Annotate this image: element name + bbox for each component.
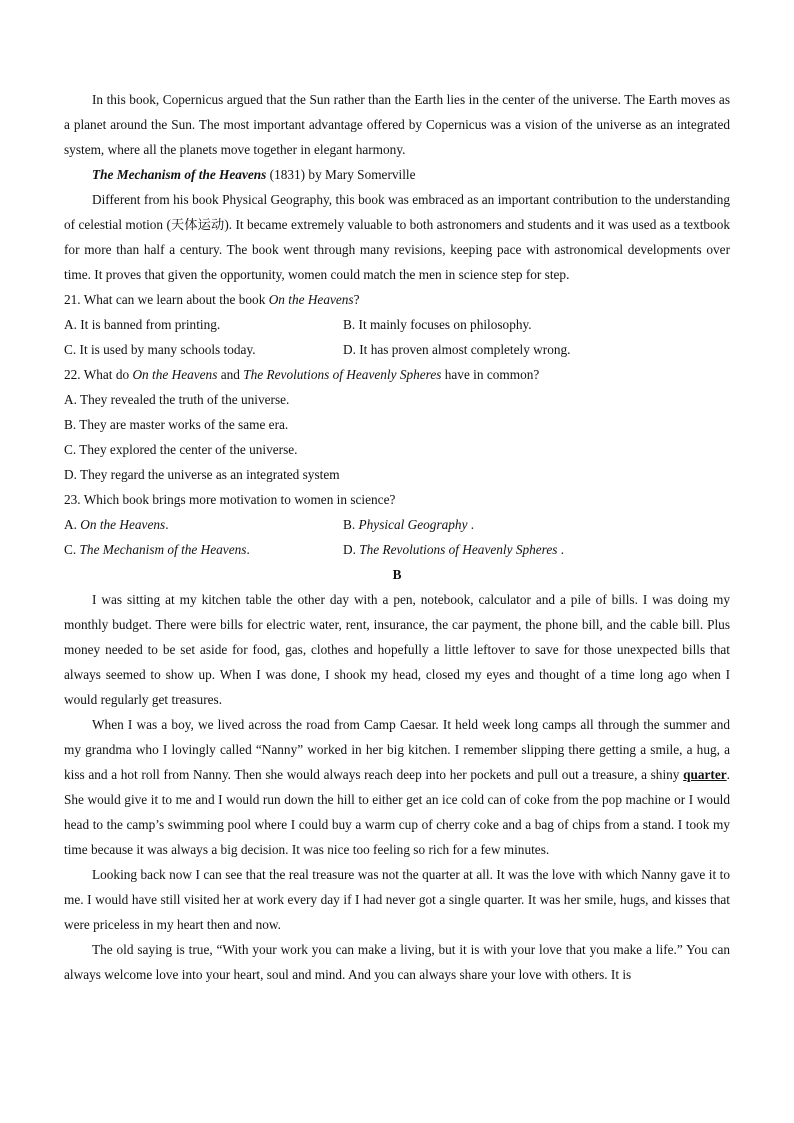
question-23: 23. Which book brings more motivation to women in science? bbox=[64, 492, 396, 507]
option-d[interactable]: D. They regard the universe as an integrated system bbox=[64, 467, 340, 482]
option-label: A. bbox=[64, 517, 81, 532]
passage-paragraph: Looking back now I can see that the real treasure was not the quarter at all. It was the love with which Nanny gave it to me. I would have still visited her at work every day if I had never got a single quarter. It was her smile, hugs, and kisses that were priceless in my heart then and now. bbox=[64, 867, 730, 932]
option-label: B. bbox=[343, 517, 359, 532]
question-22 bbox=[64, 362, 730, 387]
option-a[interactable]: A. It is banned from printing. bbox=[64, 317, 221, 332]
option-label: C. bbox=[64, 542, 80, 557]
book-name: On the Heavens bbox=[132, 367, 218, 382]
option-a[interactable] bbox=[64, 512, 343, 537]
question-stem: 21. What can we learn about the book bbox=[64, 292, 269, 307]
option-end: . bbox=[467, 517, 475, 532]
document-content bbox=[64, 87, 730, 987]
option-c[interactable] bbox=[64, 537, 343, 562]
option-b[interactable]: B. They are master works of the same era. bbox=[64, 417, 289, 432]
option-d[interactable]: D. It has proven almost completely wrong. bbox=[343, 342, 571, 357]
option-b[interactable]: B. It mainly focuses on philosophy. bbox=[343, 317, 532, 332]
option-c[interactable]: C. They explored the center of the universe. bbox=[64, 442, 298, 457]
book-title-line bbox=[64, 162, 730, 187]
option-c[interactable]: C. It is used by many schools today. bbox=[64, 342, 256, 357]
question-stem-end: have in common? bbox=[441, 367, 540, 382]
section-heading: B bbox=[392, 567, 402, 582]
option-d[interactable] bbox=[343, 537, 730, 562]
underlined-word: quarter bbox=[683, 767, 727, 782]
option-end: . bbox=[246, 542, 250, 557]
question-stem: 22. What do bbox=[64, 367, 133, 382]
options-row bbox=[64, 537, 730, 562]
passage-paragraph: Different from his book Physical Geography, this book was embraced as an important contribution to the understanding of celestial motion (天体运动). It became extremely valuable to both astronomers and students and it was used as a textbook for more than half a century. The book went through many revisions, keeping pace with astronomical developments over time. It proves that given the opportunity, women could match the men in science step for step. bbox=[64, 192, 730, 282]
question-21 bbox=[64, 287, 730, 312]
book-name: The Mechanism of the Heavens bbox=[79, 542, 247, 557]
passage-paragraph bbox=[64, 712, 730, 862]
book-meta: (1831) by Mary Somerville bbox=[266, 167, 416, 182]
paragraph-text: . She would give it to me and I would run down the hill to either get an ice cold can of coke from the pop machine or I would head to the camp’s swimming pool where I could buy a warm cup of cherry coke and a bag of chips from a stand. I took my time because it was always a big decision. It was nice too feeling so rich for a few minutes. bbox=[64, 767, 730, 857]
book-name: On the Heavens bbox=[268, 292, 354, 307]
book-name: On the Heavens bbox=[80, 517, 166, 532]
question-stem-end: ? bbox=[353, 292, 360, 307]
options-row bbox=[64, 312, 730, 337]
options-row bbox=[64, 337, 730, 362]
question-stem-mid: and bbox=[217, 367, 244, 382]
option-b[interactable] bbox=[343, 512, 730, 537]
book-title: The Mechanism of the Heavens bbox=[92, 167, 267, 182]
passage-paragraph: The old saying is true, “With your work you can make a living, but it is with your love that you make a life.” You can always welcome love into your heart, soul and mind. And you can always share your love with others. It is bbox=[64, 942, 730, 982]
book-name: The Revolutions of Heavenly Spheres bbox=[243, 367, 442, 382]
option-end: . bbox=[557, 542, 565, 557]
option-a[interactable]: A. They revealed the truth of the universe. bbox=[64, 392, 290, 407]
passage-paragraph: I was sitting at my kitchen table the other day with a pen, notebook, calculator and a pile of bills. I was doing my monthly budget. There were bills for electric water, rent, insurance, the car payment, the phone bill, and the cable bill. Plus money needed to be set aside for food, gas, clothes and hopefully a little leftover to save for those unexpected bills that always seemed to show up. When I was done, I shook my head, closed my eyes and thought of a time long ago when I would regularly get treasures. bbox=[64, 592, 730, 707]
book-name: Physical Geography bbox=[358, 517, 468, 532]
option-label: D. bbox=[343, 542, 360, 557]
passage-paragraph: In this book, Copernicus argued that the Sun rather than the Earth lies in the center of the universe. The Earth moves as a planet around the Sun. The most important advantage offered by Copernicus was a vision of the universe as an integrated system, where all the planets move together in elegant harmony. bbox=[64, 92, 730, 157]
options-row bbox=[64, 512, 730, 537]
option-end: . bbox=[165, 517, 169, 532]
paragraph-text: When I was a boy, we lived across the road from Camp Caesar. It held week long camps all through the summer and my grandma who I lovingly called “Nanny” worked in her big kitchen. I remember slipping there getting a smile, a hug, a kiss and a hot roll from Nanny. Then she would always reach deep into her pockets and pull out a treasure, a shiny bbox=[64, 717, 730, 782]
book-name: The Revolutions of Heavenly Spheres bbox=[359, 542, 558, 557]
